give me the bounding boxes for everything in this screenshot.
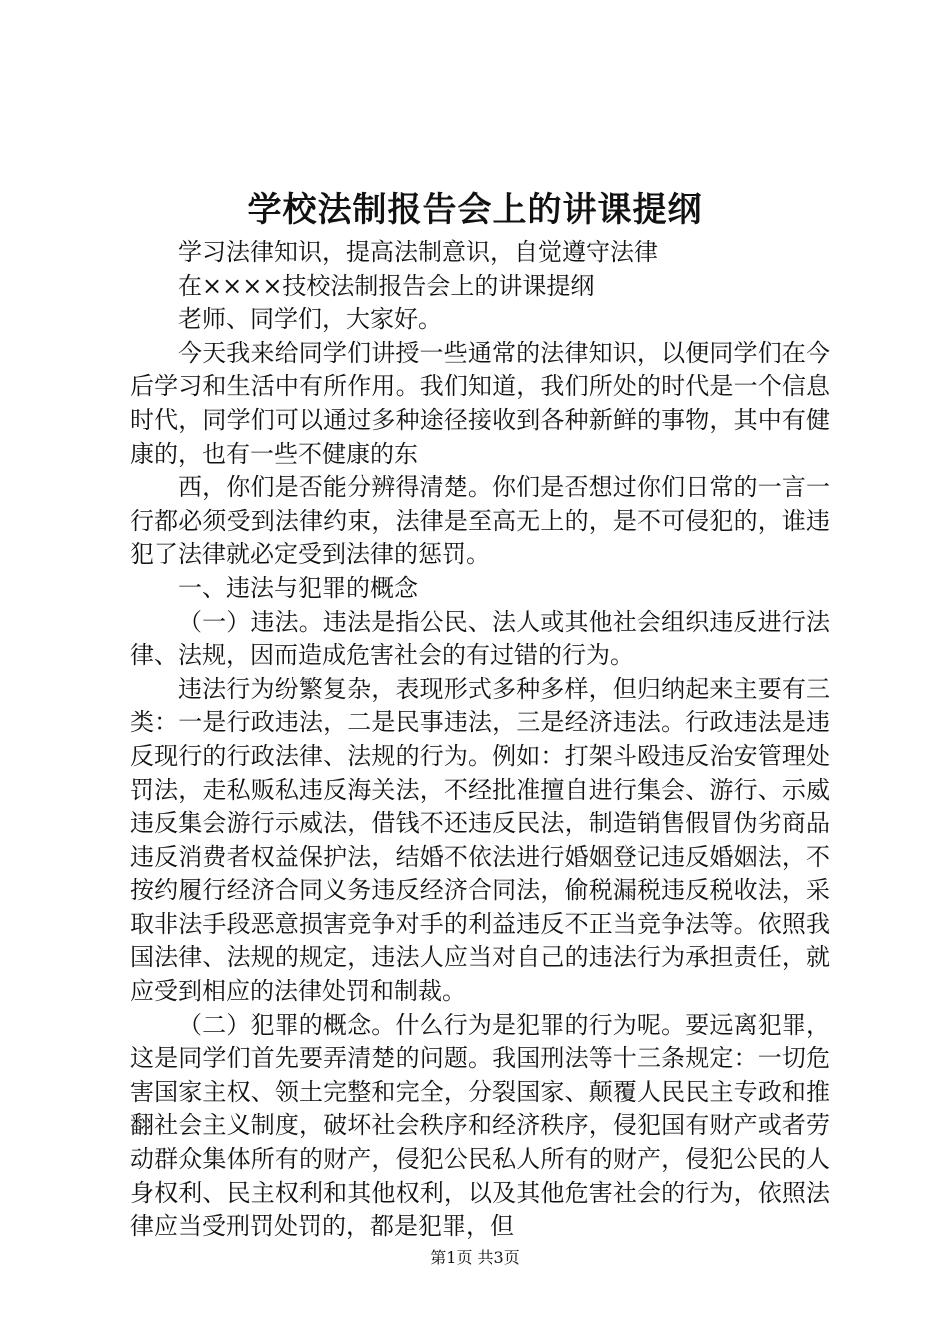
paragraph-heading: 在××××技校法制报告会上的讲课提纲: [178, 271, 595, 300]
paragraph-intro: 今天我来给同学们讲授一些通常的法律知识，以便同学们在今后学习和生活中有所作用。我们知道，我们所处的时代是一个信息时代，同学们可以通过多种途径接收到各种新鲜的事物，其中有健康的，也有一些不健康的东: [130, 338, 830, 468]
paragraph-violation-definition: （一）违法。违法是指公民、法人或其他社会组织违反进行法律、法规，因而造成危害社会的有过错的行为。: [130, 607, 830, 670]
document-body: [130, 236, 830, 1244]
section-heading-1: 一、违法与犯罪的概念: [178, 573, 418, 602]
page-footer: 第1页 共3页: [430, 1248, 520, 1267]
paragraph-greeting: 老师、同学们，大家好。: [178, 305, 442, 334]
paragraph-intro-continued: 西，你们是否能分辨得清楚。你们是否想过你们日常的一言一行都必须受到法律约束，法律是至高无上的，是不可侵犯的，谁违犯了法律就必定受到法律的惩罚。: [130, 473, 830, 569]
paragraph-subtitle: 学习法律知识，提高法制意识，自觉遵守法律: [178, 238, 658, 266]
paragraph-violation-types: 违法行为纷繁复杂，表现形式多种多样，但归纳起来主要有三类：一是行政违法，二是民事违法，三是经济违法。行政违法是违反现行的行政法律、法规的行为。例如：打架斗殴违反治安管理处罚法，走私贩私违反海关法，不经批准擅自进行集会、游行、示威违反集会游行示威法，借钱不还违反民法，制造销售假冒伪劣商品违反消费者权益保护法，结婚不依法进行婚姻登记违反婚姻法，不按约履行经济合同义务违反经济合同法，偷税漏税违反税收法，采取非法手段恶意损害竞争对手的利益违反不正当竞争法等。依照我国法律、法规的规定，违法人应当对自己的违法行为承担责任，就应受到相应的法律处罚和制裁。: [130, 674, 830, 1006]
paragraph-crime-definition: （二）犯罪的概念。什么行为是犯罪的行为呢。要远离犯罪，这是同学们首先要弄清楚的问题。我国刑法等十三条规定：一切危害国家主权、领土完整和完全，分裂国家、颠覆人民民主专政和推翻社会主义制度，破坏社会秩序和经济秩序，侵犯国有财产或者劳动群众集体所有的财产，侵犯公民私人所有的财产，侵犯公民的人身权利、民主权利和其他权利，以及其他危害社会的行为，依照法律应当受刑罚处罚的，都是犯罪，但: [130, 1010, 830, 1241]
page-title: 学校法制报告会上的讲课提纲: [247, 190, 703, 230]
